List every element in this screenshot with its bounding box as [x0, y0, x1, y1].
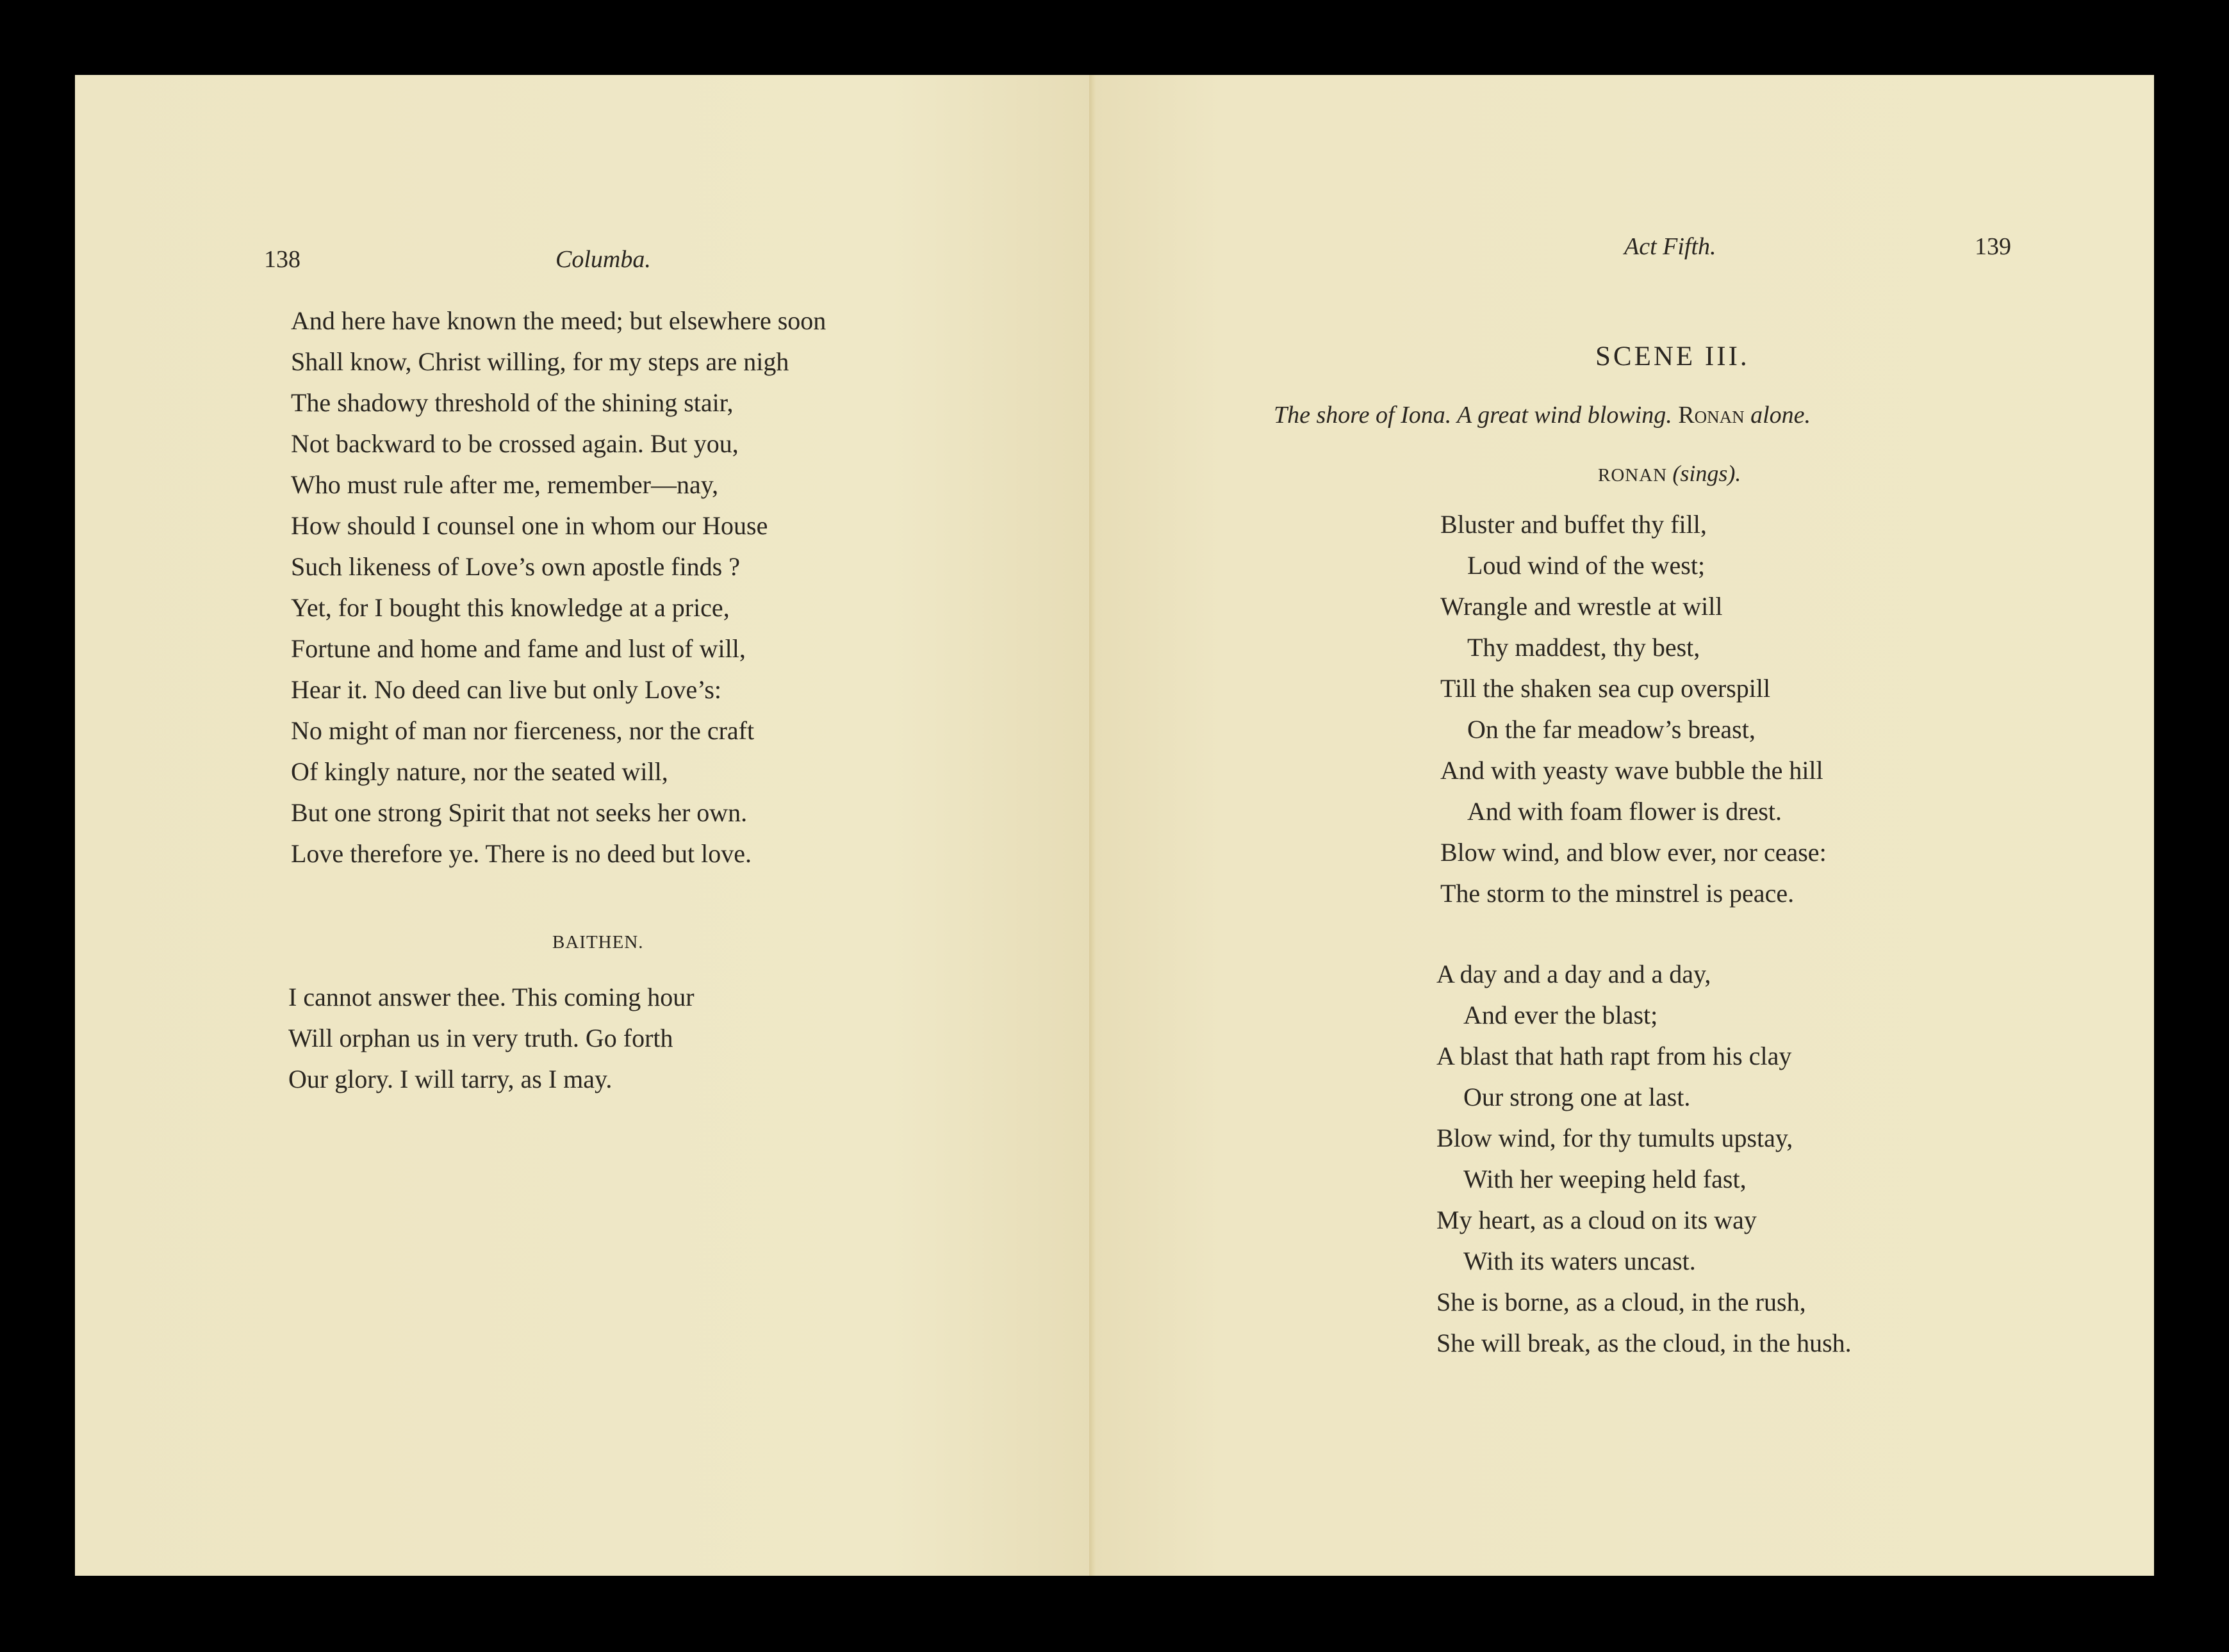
baithen-speech	[288, 977, 695, 1100]
speaker-note: (sings).	[1672, 461, 1741, 486]
verse-line: She is borne, as a cloud, in the rush,	[1436, 1288, 1806, 1316]
stage-direction-text: The shore of Iona. A great wind blowing.	[1274, 402, 1672, 429]
verse-line: Will orphan us in very truth. Go forth	[288, 1024, 673, 1052]
verse-line: Yet, for I bought this knowledge at a price,	[291, 593, 730, 622]
verse-line: Our glory. I will tarry, as I may.	[288, 1065, 613, 1093]
verse-line: On the far meadow’s breast,	[1467, 715, 1756, 744]
left-page	[75, 75, 1096, 1576]
verse-line: With its waters uncast.	[1463, 1247, 1696, 1275]
verse-line: Not backward to be crossed again. But you,	[291, 429, 739, 458]
verse-line: My heart, as a cloud on its way	[1436, 1206, 1757, 1234]
verse-line: Who must rule after me, remember—nay,	[291, 470, 719, 499]
stage-direction-character: Ronan	[1678, 402, 1745, 429]
verse-line: Of kingly nature, nor the seated will,	[291, 757, 668, 786]
verse-line: The storm to the minstrel is peace.	[1440, 879, 1795, 908]
verse-line: With her weeping held fast,	[1463, 1165, 1747, 1193]
verse-line: Wrangle and wrestle at will	[1440, 592, 1723, 621]
verse-line: How should I counsel one in whom our House	[291, 511, 768, 540]
scene-heading: SCENE III.	[1595, 341, 1750, 372]
verse-line: Bluster and buffet thy fill,	[1440, 510, 1707, 539]
running-title-left: Columba.	[555, 246, 651, 273]
verse-line: Hear it. No deed can live but only Love’s:	[291, 675, 722, 704]
verse-line: And ever the blast;	[1463, 1001, 1658, 1029]
verse-line: Till the shaken sea cup overspill	[1440, 674, 1771, 703]
verse-line: Thy maddest, thy best,	[1467, 633, 1700, 662]
verse-line: Our strong one at last.	[1463, 1083, 1691, 1111]
right-page	[1096, 75, 2154, 1576]
verse-line: Blow wind, for thy tumults upstay,	[1436, 1124, 1793, 1152]
speaker-baithen: BAITHEN.	[552, 932, 644, 953]
verse-line: No might of man nor fierceness, nor the craft	[291, 716, 755, 745]
verse-line: I cannot answer thee. This coming hour	[288, 983, 695, 1011]
page-number-right: 139	[1975, 233, 2011, 260]
verse-line: Loud wind of the west;	[1467, 551, 1706, 580]
verse-line: And with foam flower is drest.	[1467, 797, 1782, 826]
verse-line: Shall know, Christ willing, for my steps are nigh	[291, 347, 789, 376]
verse-line: And here have known the meed; but elsewhere soon	[291, 306, 827, 335]
verse-line: A blast that hath rapt from his clay	[1436, 1042, 1792, 1070]
verse-line: And with yeasty wave bubble the hill	[1440, 756, 1823, 785]
open-book	[75, 75, 2154, 1576]
verse-line: Love therefore ye. There is no deed but love.	[291, 839, 752, 868]
page-number-left: 138	[264, 246, 300, 273]
verse-line: Such likeness of Love’s own apostle finds ?	[291, 552, 740, 581]
stage-direction	[1274, 400, 1811, 430]
left-verse-block	[291, 300, 826, 874]
verse-line: She will break, as the cloud, in the hush.	[1436, 1329, 1852, 1357]
verse-line: The shadowy threshold of the shining stair,	[291, 388, 734, 417]
speaker-ronan	[1598, 461, 1741, 488]
song-stanza-2	[1436, 954, 1852, 1364]
stage-direction-suffix: alone.	[1750, 402, 1811, 429]
song-stanza-1	[1440, 504, 1827, 914]
verse-line: Blow wind, and blow ever, nor cease:	[1440, 838, 1827, 867]
verse-line: But one strong Spirit that not seeks her own.	[291, 798, 748, 827]
verse-line: Fortune and home and fame and lust of will,	[291, 634, 746, 663]
verse-line: A day and a day and a day,	[1436, 960, 1711, 988]
speaker-name: RONAN	[1598, 465, 1668, 486]
running-title-right: Act Fifth.	[1624, 233, 1716, 260]
